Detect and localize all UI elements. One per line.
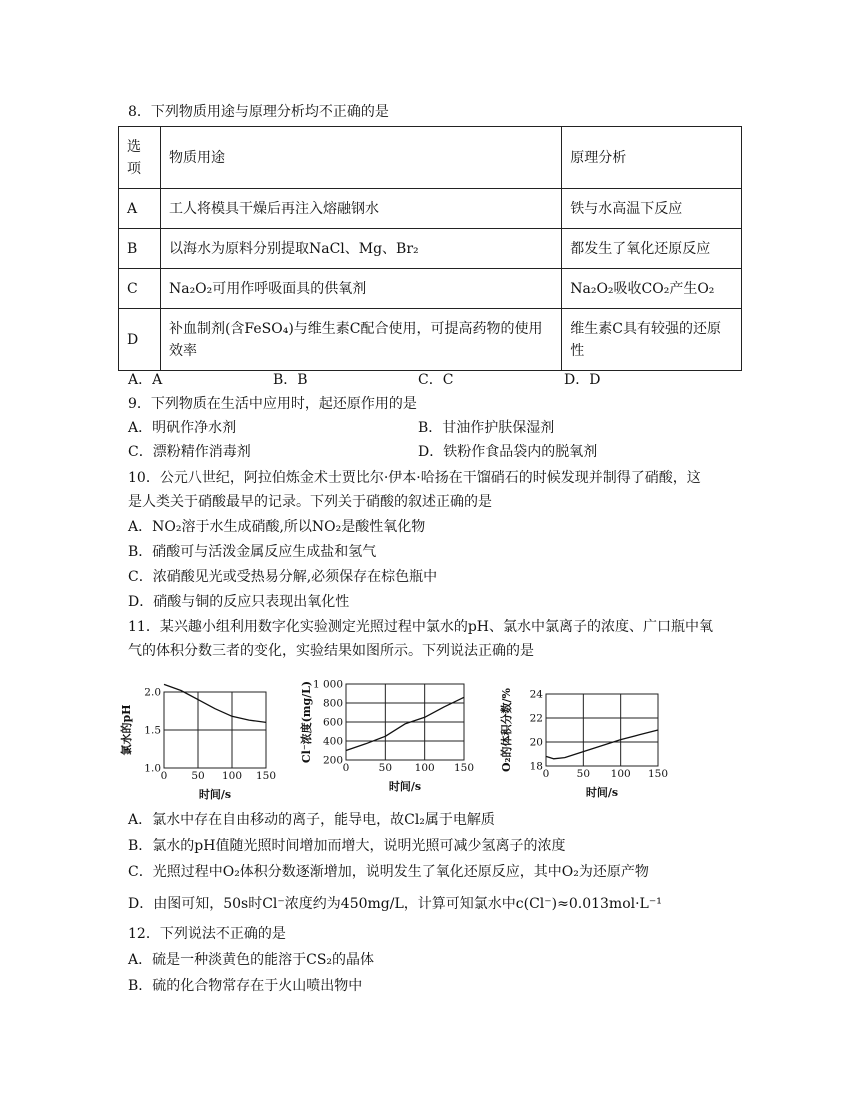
row-use: 以海水为原料分别提取NaCl、Mg、Br₂ [160, 229, 561, 269]
y-axis-label: O₂的体积分数/% [500, 688, 513, 772]
x-tick-label: 150 [255, 770, 277, 782]
x-tick-label: 50 [378, 762, 393, 774]
y-tick-label: 20 [529, 736, 543, 749]
table-row [119, 269, 742, 309]
q11-choice-a[interactable]: A．氯水中存在自由移动的离子，能导电，故Cl₂属于电解质 [128, 812, 495, 828]
row-option: C [119, 269, 161, 309]
x-tick-label: 100 [414, 762, 435, 774]
chloride-concentration-chart [298, 670, 478, 805]
choice-d[interactable]: D．D [564, 372, 601, 388]
header-use: 物质用途 [160, 127, 561, 189]
oxygen-fraction-chart [498, 670, 673, 805]
q10-choice-c[interactable]: C．浓硝酸见光或受热易分解,必须保存在棕色瓶中 [128, 569, 438, 585]
q12-choice-b[interactable]: B．硫的化合物常存在于火山喷出物中 [128, 978, 363, 994]
q8-table [118, 126, 742, 371]
q8-stem: 8．下列物质用途与原理分析均不正确的是 [128, 104, 389, 120]
x-tick-label: 100 [221, 770, 243, 782]
x-tick-label: 50 [191, 770, 205, 782]
choice-c[interactable]: C．C [418, 372, 454, 388]
y-tick-label: 200 [322, 754, 343, 767]
x-tick-label: 0 [160, 770, 168, 782]
table-row [119, 189, 742, 229]
row-option: B [119, 229, 161, 269]
x-axis-label: 时间/s [198, 788, 232, 801]
q10-choice-d[interactable]: D．硝酸与铜的反应只表现出氧化性 [128, 594, 350, 610]
plot-frame [546, 694, 658, 766]
y-axis-label: Cl⁻浓度(mg/L) [300, 680, 313, 764]
x-axis-label: 时间/s [388, 780, 422, 793]
q9-choice-a[interactable]: A．明矾作净水剂 [128, 420, 237, 436]
x-tick-label: 50 [576, 768, 591, 780]
table-row [119, 229, 742, 269]
q11-choice-c[interactable]: C．光照过程中O₂体积分数逐渐增加，说明发生了氧化还原反应，其中O₂为还原产物 [128, 864, 649, 880]
y-tick-label: 1.5 [144, 724, 161, 737]
ph-chart [118, 670, 278, 805]
y-tick-label: 18 [529, 760, 543, 773]
q12-stem: 12．下列说法不正确的是 [128, 926, 286, 942]
x-tick-label: 0 [542, 768, 550, 780]
row-principle: Na₂O₂吸收CO₂产生O₂ [562, 269, 742, 309]
q11-stem-2: 气的体积分数三者的变化，实验结果如图所示。下列说法正确的是 [128, 643, 534, 659]
row-use: 补血制剂(含FeSO₄)与维生素C配合使用，可提高药物的使用效率 [160, 309, 561, 371]
x-tick-label: 100 [610, 768, 631, 780]
x-axis-label: 时间/s [585, 786, 619, 799]
q10-stem-1: 10．公元八世纪，阿拉伯炼金术士贾比尔·伊本·哈扬在干馏硝石的时候发现并制得了硝酸，这 [128, 470, 701, 486]
q9-choice-c[interactable]: C．漂粉精作消毒剂 [128, 444, 251, 460]
table-row [119, 309, 742, 371]
header-principle: 原理分析 [562, 127, 742, 189]
series-line [346, 697, 464, 750]
q9-stem: 9．下列物质在生活中应用时，起还原作用的是 [128, 396, 417, 412]
row-principle: 铁与水高温下反应 [562, 189, 742, 229]
q11-stem-1: 11．某兴趣小组利用数字化实验测定光照过程中氯水的pH、氯水中氯离子的浓度、广口瓶中氧 [128, 619, 713, 635]
y-axis-label: 氯水的pH [120, 704, 133, 756]
q12-choice-a[interactable]: A．硫是一种淡黄色的能溶于CS₂的晶体 [128, 952, 375, 968]
choice-b[interactable]: B．B [273, 372, 308, 388]
row-principle: 都发生了氧化还原反应 [562, 229, 742, 269]
y-tick-label: 600 [322, 716, 343, 729]
y-tick-label: 1.0 [144, 762, 161, 775]
y-tick-label: 800 [322, 697, 343, 710]
q10-choice-a[interactable]: A．NO₂溶于水生成硝酸,所以NO₂是酸性氧化物 [128, 519, 426, 535]
y-tick-label: 2.0 [144, 686, 161, 699]
q11-choice-d[interactable]: D．由图可知，50s时Cl⁻浓度约为450mg/L，计算可知氯水中c(Cl⁻)≈0.013mol·L⁻¹ [128, 896, 662, 912]
y-tick-label: 24 [529, 688, 543, 701]
x-tick-label: 150 [453, 762, 475, 774]
y-tick-label: 22 [529, 712, 543, 725]
row-use: Na₂O₂可用作呼吸面具的供氧剂 [160, 269, 561, 309]
header-option: 选 项 [119, 127, 161, 189]
q9-choice-d[interactable]: D．铁粉作食品袋内的脱氧剂 [418, 444, 598, 460]
y-tick-label: 400 [322, 735, 343, 748]
q9-choice-b[interactable]: B．甘油作护肤保湿剂 [418, 420, 555, 436]
q10-stem-2: 是人类关于硝酸最早的记录。下列关于硝酸的叙述正确的是 [128, 494, 492, 510]
series-line [164, 684, 266, 722]
row-use: 工人将模具干燥后再注入熔融钢水 [160, 189, 561, 229]
row-option: A [119, 189, 161, 229]
row-principle: 维生素C具有较强的还原性 [562, 309, 742, 371]
series-line [546, 730, 658, 759]
row-option: D [119, 309, 161, 371]
q10-choice-b[interactable]: B．硝酸可与活泼金属反应生成盐和氢气 [128, 544, 377, 560]
x-tick-label: 0 [342, 762, 350, 774]
q11-choice-b[interactable]: B．氯水的pH值随光照时间增加而增大，说明光照可减少氢离子的浓度 [128, 838, 566, 854]
choice-a[interactable]: A．A [128, 372, 163, 388]
x-tick-label: 150 [647, 768, 669, 780]
y-tick-label: 1 000 [312, 678, 343, 691]
